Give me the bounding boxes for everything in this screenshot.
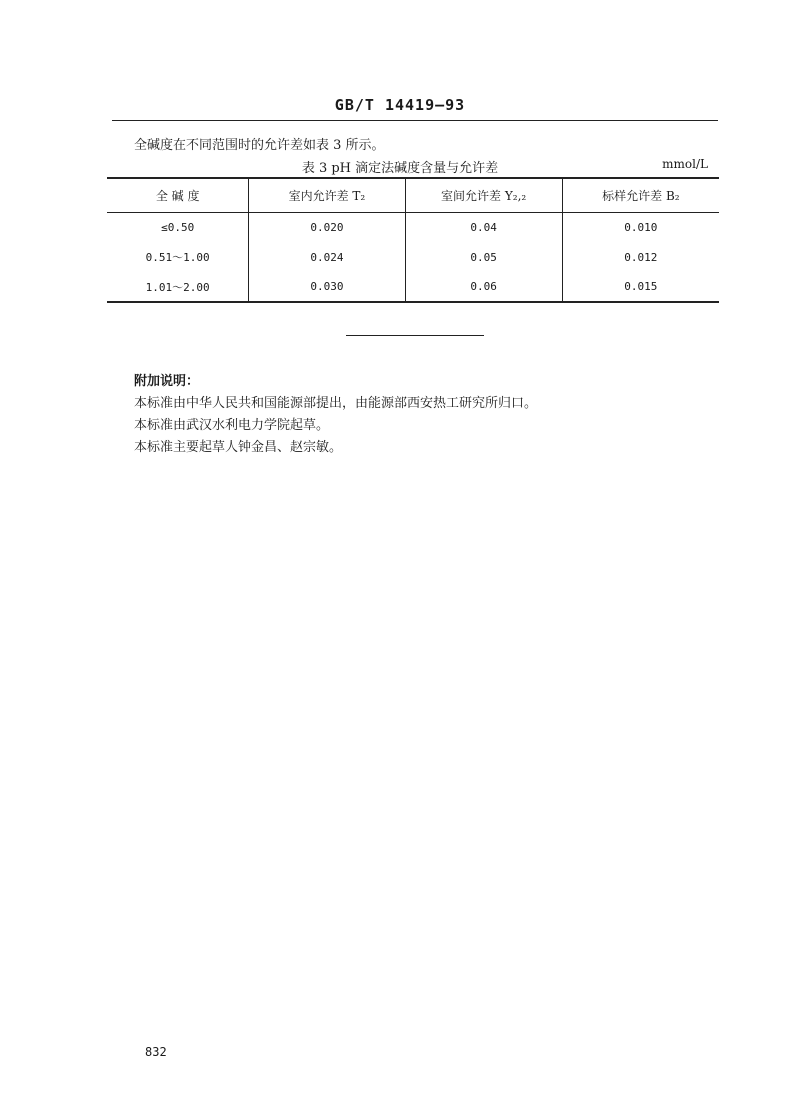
section-end-rule (346, 335, 484, 336)
table-cell: 0.51～1.00 (107, 242, 249, 272)
standard-code: GB/T 14419—93 (334, 96, 466, 114)
table-row (107, 242, 719, 272)
table-cell: 0.024 (249, 242, 405, 272)
additional-notes (134, 371, 537, 459)
intro-paragraph: 全碱度在不同范围时的允许差如表 3 所示。 (134, 138, 385, 153)
header-rule (112, 120, 718, 121)
notes-line: 本标准由中华人民共和国能源部提出，由能源部西安热工研究所归口。 (134, 396, 538, 411)
table-header-row (107, 178, 719, 212)
table-cell: 0.04 (405, 212, 562, 242)
table-cell: ≤0.50 (107, 212, 249, 242)
notes-heading: 附加说明： (134, 374, 200, 389)
notes-line: 本标准主要起草人钟金昌、赵宗敏。 (134, 440, 343, 455)
col-header-intra-lab: 室内允许差 T₂ (249, 178, 405, 212)
table-cell: 0.015 (562, 272, 719, 302)
table-cell: 1.01～2.00 (107, 272, 249, 302)
table-row (107, 212, 719, 242)
col-header-standard-sample: 标样允许差 B₂ (562, 178, 719, 212)
table-row (107, 272, 719, 302)
table-cell: 0.012 (562, 242, 719, 272)
col-header-inter-lab: 室间允许差 Y₂,₂ (405, 178, 562, 212)
col-header-total-alkalinity: 全 碱 度 (107, 178, 249, 212)
notes-line: 本标准由武汉水利电力学院起草。 (134, 418, 330, 433)
table-cell: 0.020 (249, 212, 405, 242)
table-title: 表 3 pH 滴定法碱度含量与允许差 (301, 161, 499, 176)
table-unit: mmol/L (662, 157, 708, 171)
page-number: 832 (145, 1045, 167, 1059)
table-cell: 0.05 (405, 242, 562, 272)
table-cell: 0.010 (562, 212, 719, 242)
alkalinity-tolerance-table (107, 177, 719, 303)
table-cell: 0.06 (405, 272, 562, 302)
table-cell: 0.030 (249, 272, 405, 302)
